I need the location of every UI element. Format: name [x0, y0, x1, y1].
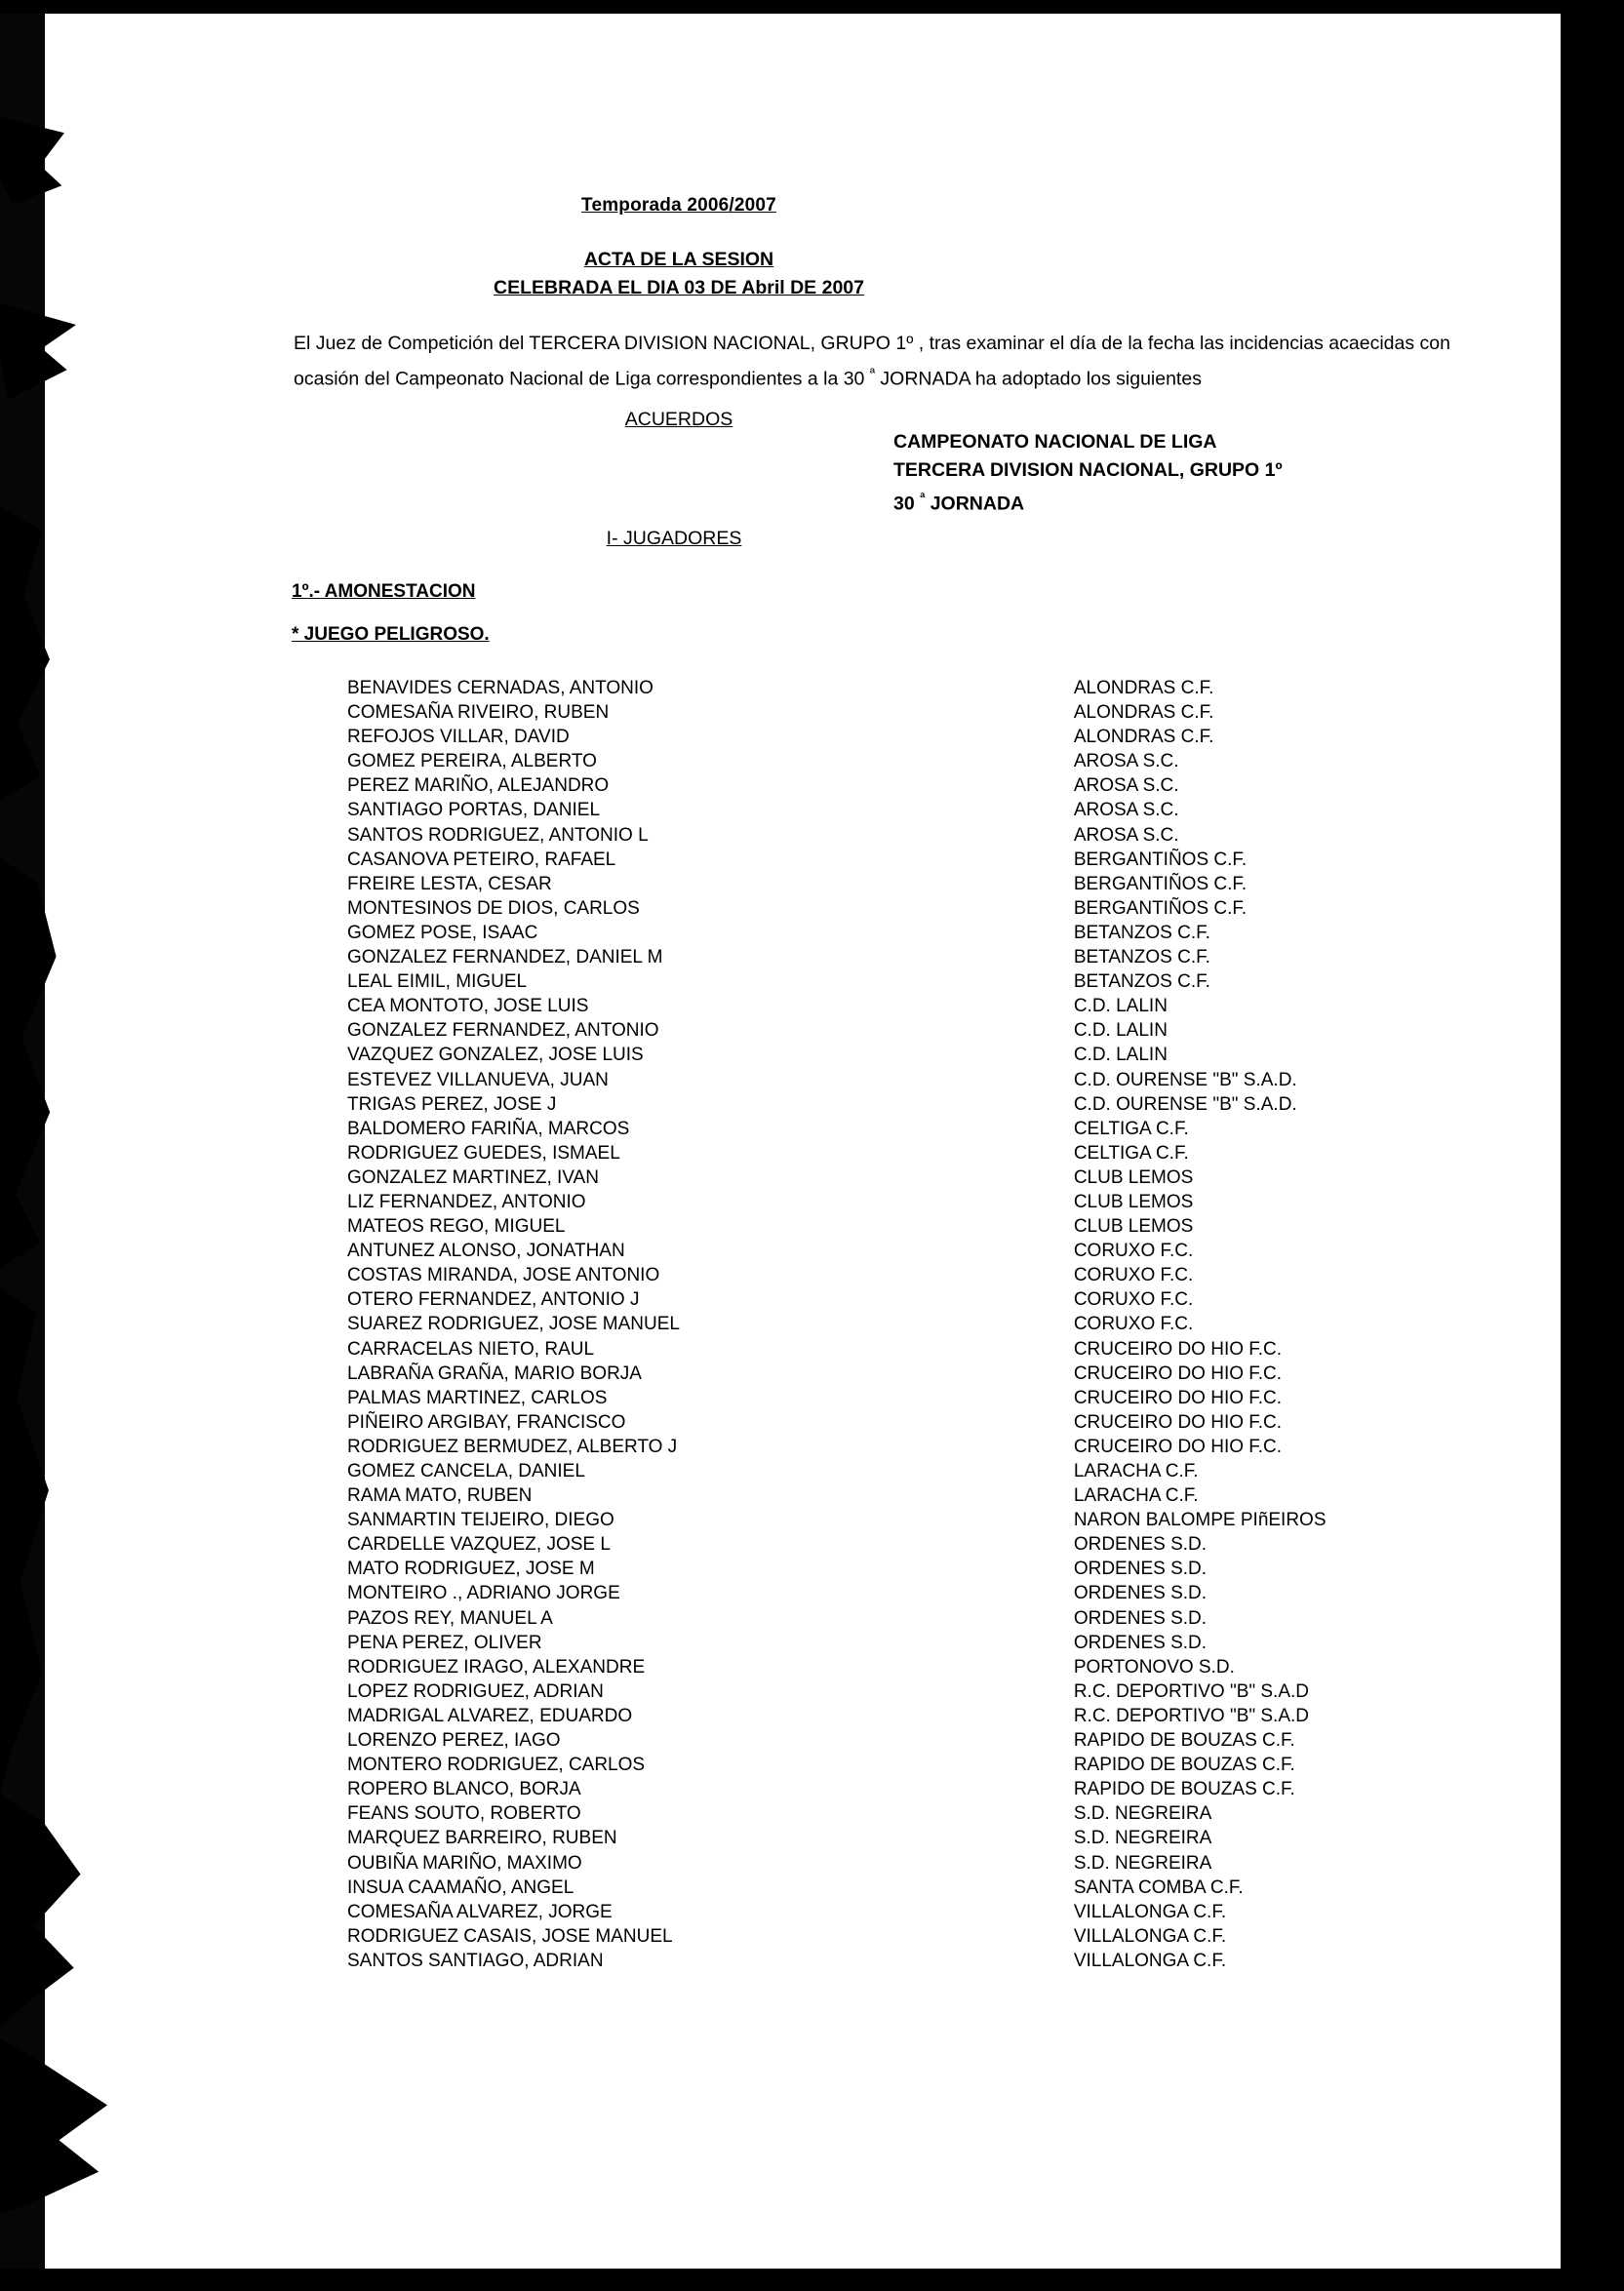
club-name: BETANZOS C.F. [1073, 947, 1210, 968]
season-heading [45, 195, 1313, 217]
list-item [347, 1606, 1449, 1631]
list-item [347, 1214, 1449, 1239]
list-item [347, 1557, 1449, 1581]
player-name: CARRACELAS NIETO, RAUL [347, 1338, 595, 1360]
club-name: SANTA COMBA C.F. [1073, 1876, 1244, 1898]
player-name: PENA PEREZ, OLIVER [347, 1632, 542, 1653]
club-name: BERGANTIÑOS C.F. [1073, 873, 1248, 894]
club-name: ORDENES S.D. [1073, 1632, 1208, 1653]
club-name: CORUXO F.C. [1073, 1314, 1194, 1335]
player-name: LIZ FERNANDEZ, ANTONIO [347, 1191, 586, 1212]
list-item [347, 798, 1449, 822]
championship-round-number: 30 [893, 493, 921, 515]
club-name: NARON BALOMPE PIñEIROS [1073, 1510, 1327, 1531]
player-name: ANTUNEZ ALONSO, JONATHAN [347, 1241, 625, 1262]
player-name: SANTOS SANTIAGO, ADRIAN [347, 1950, 604, 1971]
player-name: COSTAS MIRANDA, JOSE ANTONIO [347, 1265, 660, 1286]
club-name: AROSA S.C. [1073, 800, 1179, 821]
player-name: BALDOMERO FARIÑA, MARCOS [347, 1118, 630, 1139]
club-name: LARACHA C.F. [1073, 1461, 1199, 1481]
intro-paragraph [294, 329, 1459, 394]
subsection-amonestacion-text: 1º.- AMONESTACION [292, 581, 476, 602]
list-item [347, 749, 1449, 773]
list-item [347, 1362, 1449, 1386]
club-name: S.D. NEGREIRA [1073, 1828, 1212, 1849]
player-name: PAZOS REY, MANUEL A [347, 1607, 553, 1629]
scan-top-margin [0, 0, 1624, 14]
club-name: CRUCEIRO DO HIO F.C. [1073, 1411, 1283, 1433]
list-item [347, 1165, 1449, 1190]
player-name: FREIRE LESTA, CESAR [347, 873, 552, 894]
club-name: C.D. OURENSE "B" S.A.D. [1073, 1069, 1297, 1090]
list-item [347, 1631, 1449, 1655]
player-name: OUBIÑA MARIÑO, MAXIMO [347, 1852, 582, 1874]
player-name: VAZQUEZ GONZALEZ, JOSE LUIS [347, 1045, 644, 1066]
player-name: ESTEVEZ VILLANUEVA, JUAN [347, 1069, 609, 1090]
club-name: R.C. DEPORTIVO "B" S.A.D [1073, 1705, 1310, 1726]
club-name: BETANZOS C.F. [1073, 971, 1210, 993]
list-item [347, 1655, 1449, 1679]
list-item [347, 896, 1449, 921]
club-name: BERGANTIÑOS C.F. [1073, 897, 1248, 919]
player-club-list [347, 676, 1449, 1973]
list-item [347, 1068, 1449, 1092]
club-name: C.D. LALIN [1073, 996, 1168, 1017]
subsection-amonestacion [292, 581, 476, 603]
club-name: CORUXO F.C. [1073, 1289, 1194, 1311]
club-name: C.D. LALIN [1073, 1045, 1168, 1066]
player-name: MONTERO RODRIGUEZ, CARLOS [347, 1755, 646, 1776]
list-item [347, 1092, 1449, 1117]
list-item [347, 1459, 1449, 1483]
acuerdos-heading-text: ACUERDOS [624, 409, 733, 430]
club-name: CELTIGA C.F. [1073, 1142, 1189, 1164]
club-name: RAPIDO DE BOUZAS C.F. [1073, 1779, 1295, 1800]
player-name: GONZALEZ FERNANDEZ, DANIEL M [347, 947, 663, 968]
list-item [347, 1435, 1449, 1459]
player-name: GOMEZ POSE, ISAAC [347, 922, 538, 943]
list-item [347, 1483, 1449, 1508]
scan-right-margin [1561, 0, 1624, 2291]
club-name: AROSA S.C. [1073, 775, 1179, 797]
player-name: PIÑEIRO ARGIBAY, FRANCISCO [347, 1411, 626, 1433]
club-name: RAPIDO DE BOUZAS C.F. [1073, 1755, 1295, 1776]
club-name: LARACHA C.F. [1073, 1485, 1199, 1507]
club-name: AROSA S.C. [1073, 824, 1179, 846]
intro-text-part-2: JORNADA ha adoptado los siguientes [875, 368, 1202, 390]
intro-text-part-1: El Juez de Competición del TERCERA DIVISION NACIONAL, GRUPO 1º , tras examinar el día de la fecha las incidencias acaecidas con ocasión del Campeonato Nacional de Liga correspondientes a la 30 [294, 333, 1450, 390]
player-name: COMESAÑA RIVEIRO, RUBEN [347, 702, 610, 724]
subsection-juego-peligroso [292, 624, 490, 646]
list-item [347, 1532, 1449, 1557]
club-name: AROSA S.C. [1073, 751, 1179, 772]
intro-ordinal-superscript: ª [869, 365, 875, 380]
list-item [347, 994, 1449, 1018]
list-item [347, 1018, 1449, 1043]
club-name: VILLALONGA C.F. [1073, 1901, 1227, 1922]
list-item [347, 1239, 1449, 1263]
list-item [347, 1141, 1449, 1165]
player-name: CARDELLE VAZQUEZ, JOSE L [347, 1534, 611, 1556]
player-name: ROPERO BLANCO, BORJA [347, 1779, 581, 1800]
acta-title-line-1 [45, 249, 1313, 271]
player-name: SANTOS RODRIGUEZ, ANTONIO L [347, 824, 649, 846]
list-item [347, 945, 1449, 969]
player-name: GONZALEZ FERNANDEZ, ANTONIO [347, 1020, 659, 1042]
club-name: ALONDRAS C.F. [1073, 702, 1214, 724]
club-name: CRUCEIRO DO HIO F.C. [1073, 1338, 1283, 1360]
player-name: CASANOVA PETEIRO, RAFAEL [347, 849, 616, 870]
subsection-juego-peligroso-text: * JUEGO PELIGROSO. [292, 624, 490, 645]
player-name: FEANS SOUTO, ROBERTO [347, 1803, 581, 1825]
player-name: LOPEZ RODRIGUEZ, ADRIAN [347, 1680, 604, 1702]
championship-block [893, 428, 1283, 518]
list-item [347, 1924, 1449, 1949]
club-name: R.C. DEPORTIVO "B" S.A.D [1073, 1680, 1310, 1702]
player-name: RODRIGUEZ BERMUDEZ, ALBERTO J [347, 1436, 678, 1457]
championship-line-1: CAMPEONATO NACIONAL DE LIGA [893, 431, 1217, 453]
section-heading-players [45, 528, 1303, 550]
championship-line-2: TERCERA DIVISION NACIONAL, GRUPO 1º [893, 458, 1283, 481]
club-name: S.D. NEGREIRA [1073, 1803, 1212, 1825]
player-name: PALMAS MARTINEZ, CARLOS [347, 1387, 608, 1408]
player-name: LEAL EIMIL, MIGUEL [347, 971, 528, 993]
list-item [347, 872, 1449, 896]
list-item [347, 1312, 1449, 1336]
player-name: RAMA MATO, RUBEN [347, 1485, 533, 1507]
list-item [347, 1826, 1449, 1850]
list-item [347, 1117, 1449, 1141]
list-item [347, 1679, 1449, 1704]
club-name: ORDENES S.D. [1073, 1559, 1208, 1580]
player-name: RODRIGUEZ CASAIS, JOSE MANUEL [347, 1925, 673, 1947]
list-item [347, 1190, 1449, 1214]
list-item [347, 676, 1449, 700]
player-name: GOMEZ PEREIRA, ALBERTO [347, 751, 597, 772]
club-name: PORTONOVO S.D. [1073, 1656, 1235, 1678]
list-item [347, 1581, 1449, 1605]
list-item [347, 1753, 1449, 1777]
list-item [347, 1043, 1449, 1067]
club-name: VILLALONGA C.F. [1073, 1950, 1227, 1971]
player-name: MATO RODRIGUEZ, JOSE M [347, 1559, 595, 1580]
list-item [347, 1287, 1449, 1312]
acta-title-line-2-text: CELEBRADA EL DIA 03 DE Abril DE 2007 [494, 277, 864, 298]
player-name: MATEOS REGO, MIGUEL [347, 1216, 566, 1238]
player-name: LORENZO PEREZ, IAGO [347, 1730, 561, 1752]
club-name: RAPIDO DE BOUZAS C.F. [1073, 1730, 1295, 1752]
section-heading-players-text: I- JUGADORES [606, 528, 742, 549]
club-name: CORUXO F.C. [1073, 1265, 1194, 1286]
list-item [347, 823, 1449, 848]
player-name: RODRIGUEZ GUEDES, ISMAEL [347, 1142, 620, 1164]
player-name: GONZALEZ MARTINEZ, IVAN [347, 1166, 599, 1188]
club-name: ORDENES S.D. [1073, 1607, 1208, 1629]
championship-line-3 [893, 484, 1283, 518]
club-name: CELTIGA C.F. [1073, 1118, 1189, 1139]
player-name: REFOJOS VILLAR, DAVID [347, 727, 570, 748]
player-name: COMESAÑA ALVAREZ, JORGE [347, 1901, 613, 1922]
list-item [347, 700, 1449, 725]
player-name: TRIGAS PEREZ, JOSE J [347, 1093, 557, 1115]
championship-round-superscript: ª [920, 490, 926, 505]
player-name: SANMARTIN TEIJEIRO, DIEGO [347, 1510, 614, 1531]
list-item [347, 1410, 1449, 1435]
player-name: SUAREZ RODRIGUEZ, JOSE MANUEL [347, 1314, 680, 1335]
club-name: CRUCEIRO DO HIO F.C. [1073, 1436, 1283, 1457]
season-heading-text: Temporada 2006/2007 [581, 195, 776, 216]
list-item [347, 1876, 1449, 1900]
list-item [347, 1508, 1449, 1532]
list-item [347, 1851, 1449, 1876]
list-item [347, 1386, 1449, 1410]
club-name: CRUCEIRO DO HIO F.C. [1073, 1363, 1283, 1384]
player-name: LABRAÑA GRAÑA, MARIO BORJA [347, 1363, 642, 1384]
document-body [45, 14, 1586, 2269]
document-page [45, 14, 1586, 2269]
player-name: INSUA CAAMAÑO, ANGEL [347, 1876, 574, 1898]
list-item [347, 1728, 1449, 1753]
player-name: MONTEIRO ., ADRIANO JORGE [347, 1583, 620, 1604]
player-name: RODRIGUEZ IRAGO, ALEXANDRE [347, 1656, 646, 1678]
player-name: OTERO FERNANDEZ, ANTONIO J [347, 1289, 640, 1311]
scan-bottom-margin [0, 2269, 1624, 2291]
acta-title-line-2 [45, 277, 1313, 299]
player-name: SANTIAGO PORTAS, DANIEL [347, 800, 601, 821]
club-name: CRUCEIRO DO HIO F.C. [1073, 1387, 1283, 1408]
list-item [347, 1801, 1449, 1826]
acta-title-line-1-text: ACTA DE LA SESION [583, 249, 774, 270]
club-name: CLUB LEMOS [1073, 1216, 1194, 1238]
list-item [347, 1949, 1449, 1973]
list-item [347, 848, 1449, 872]
player-name: CEA MONTOTO, JOSE LUIS [347, 996, 589, 1017]
list-item [347, 1900, 1449, 1924]
player-name: GOMEZ CANCELA, DANIEL [347, 1461, 585, 1481]
club-name: BETANZOS C.F. [1073, 922, 1210, 943]
club-name: VILLALONGA C.F. [1073, 1925, 1227, 1947]
club-name: C.D. OURENSE "B" S.A.D. [1073, 1093, 1297, 1115]
list-item [347, 725, 1449, 749]
list-item [347, 773, 1449, 798]
club-name: CORUXO F.C. [1073, 1241, 1194, 1262]
club-name: S.D. NEGREIRA [1073, 1852, 1212, 1874]
player-name: BENAVIDES CERNADAS, ANTONIO [347, 678, 654, 698]
list-item [347, 1704, 1449, 1728]
club-name: ALONDRAS C.F. [1073, 727, 1214, 748]
club-name: C.D. LALIN [1073, 1020, 1168, 1042]
club-name: CLUB LEMOS [1073, 1166, 1194, 1188]
club-name: ORDENES S.D. [1073, 1583, 1208, 1604]
list-item [347, 969, 1449, 994]
club-name: ORDENES S.D. [1073, 1534, 1208, 1556]
list-item [347, 1337, 1449, 1362]
player-name: MONTESINOS DE DIOS, CARLOS [347, 897, 640, 919]
list-item [347, 1777, 1449, 1801]
club-name: ALONDRAS C.F. [1073, 678, 1214, 698]
list-item [347, 1263, 1449, 1287]
club-name: BERGANTIÑOS C.F. [1073, 849, 1248, 870]
list-item [347, 921, 1449, 945]
club-name: CLUB LEMOS [1073, 1191, 1194, 1212]
player-name: PEREZ MARIÑO, ALEJANDRO [347, 775, 610, 797]
championship-round-label: JORNADA [925, 493, 1025, 515]
player-name: MADRIGAL ALVAREZ, EDUARDO [347, 1705, 633, 1726]
player-name: MARQUEZ BARREIRO, RUBEN [347, 1828, 617, 1849]
